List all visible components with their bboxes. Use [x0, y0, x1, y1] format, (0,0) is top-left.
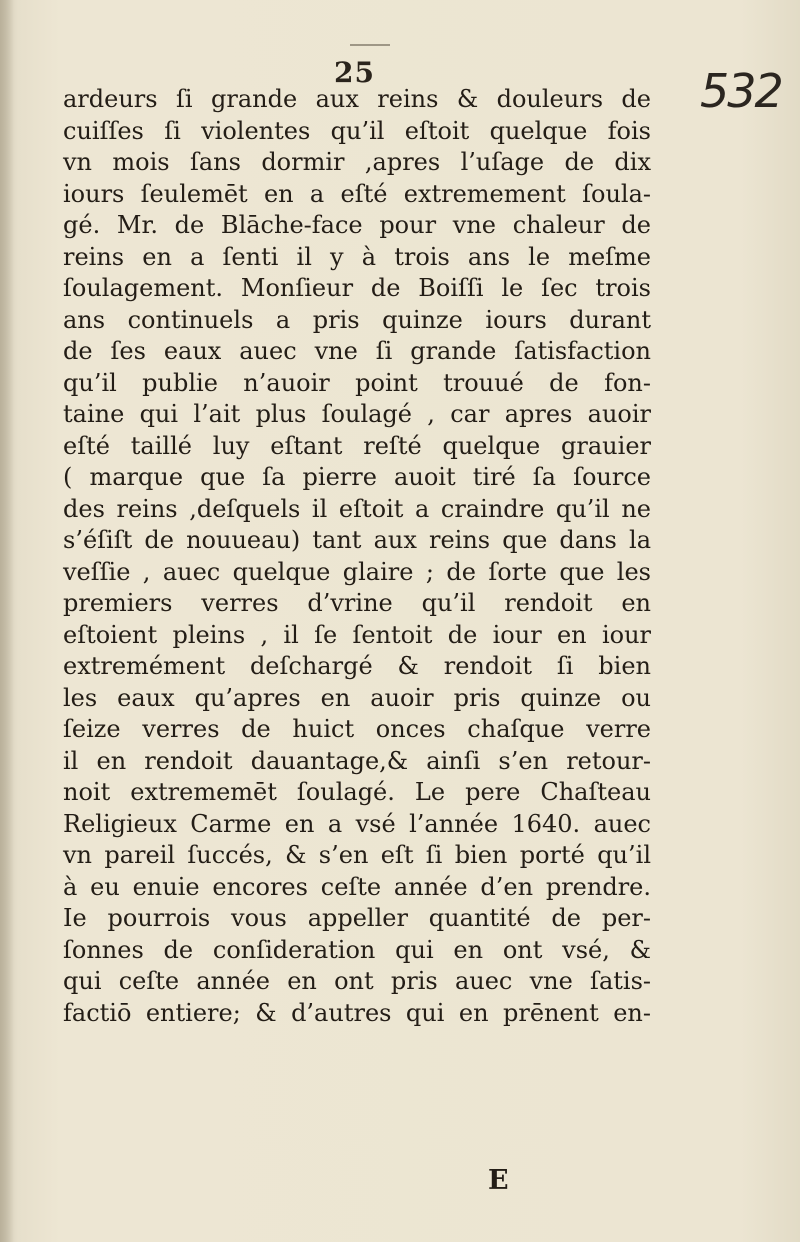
text-line: iours ſeulemēt en a eſté extremement ſoula-	[63, 179, 651, 208]
text-line: noit extrememēt ſoulagé. Le pere Chaſteau	[63, 778, 651, 806]
text-line: s’éſiſt de nouueau) tant aux reins que dans la	[63, 526, 651, 554]
text-line: vn pareil ſuccés, & s’en eſt ſi bien porté qu’il	[63, 841, 651, 869]
text-line: il en rendoit dauantage,& ainſi s’en retour-	[63, 746, 651, 775]
text-line: veſſie , auec quelque glaire ; de ſorte que les	[63, 557, 651, 586]
text-line: eſtoient pleins , il ſe ſentoit de iour en iour	[63, 620, 651, 649]
page-number-mark	[350, 44, 390, 46]
text-line: ardeurs ſi grande aux reins & douleurs de	[63, 85, 651, 113]
text-line: ſoulagement. Monſieur de Boiſſi le ſec trois	[63, 274, 651, 302]
text-line: vn mois ſans dormir ,apres l’uſage de dix	[63, 148, 651, 176]
text-line: Ie pourrois vous appeller quantité de per-	[63, 904, 651, 932]
text-line: reins en a ſenti il y à trois ans le meſme	[63, 242, 651, 271]
text-line: Religieux Carme en a vsé l’année 1640. auec	[63, 809, 651, 838]
text-line: factiō entiere; & d’autres qui en prēnent en-	[63, 998, 651, 1027]
text-line: ſonnes de conſideration qui en ont vsé, &	[63, 935, 651, 964]
text-line: premiers verres d’vrine qu’il rendoit en	[63, 589, 651, 617]
text-line: qu’il publie n’auoir point trouué de fon-	[63, 368, 651, 397]
signature-mark: E	[488, 1165, 509, 1196]
page-number: 25	[334, 56, 375, 89]
text-line: taine qui l’ait plus ſoulagé , car apres auoir	[63, 400, 651, 428]
handwritten-folio-number: 532	[700, 64, 782, 118]
text-line: de ſes eaux auec vne ſi grande ſatisfaction	[63, 337, 651, 365]
text-line: les eaux qu’apres en auoir pris quinze ou	[63, 683, 651, 712]
text-line: ſeize verres de huict onces chaſque verre	[63, 715, 651, 743]
text-line: ( marque que ſa pierre auoit tiré ſa ſource	[63, 463, 651, 491]
text-line: cuiſſes ſi violentes qu’il eſtoit quelque fois	[63, 116, 651, 145]
text-line: à eu enuie encores ceſte année d’en prendre.	[63, 872, 651, 901]
text-line: des reins ,deſquels il eſtoit a craindre qu’il ne	[63, 494, 651, 523]
body-text	[63, 84, 651, 1029]
text-line: eſté taillé luy eſtant reſté quelque grauier	[63, 431, 651, 460]
text-line: qui ceſte année en ont pris auec vne ſatis-	[63, 967, 651, 995]
text-line: extremément deſchargé & rendoit ſi bien	[63, 652, 651, 680]
text-line: gé. Mr. de Blāche-face pour vne chaleur de	[63, 211, 651, 239]
text-line: ans continuels a pris quinze iours durant	[63, 305, 651, 334]
page-gutter-shadow	[0, 0, 14, 1242]
